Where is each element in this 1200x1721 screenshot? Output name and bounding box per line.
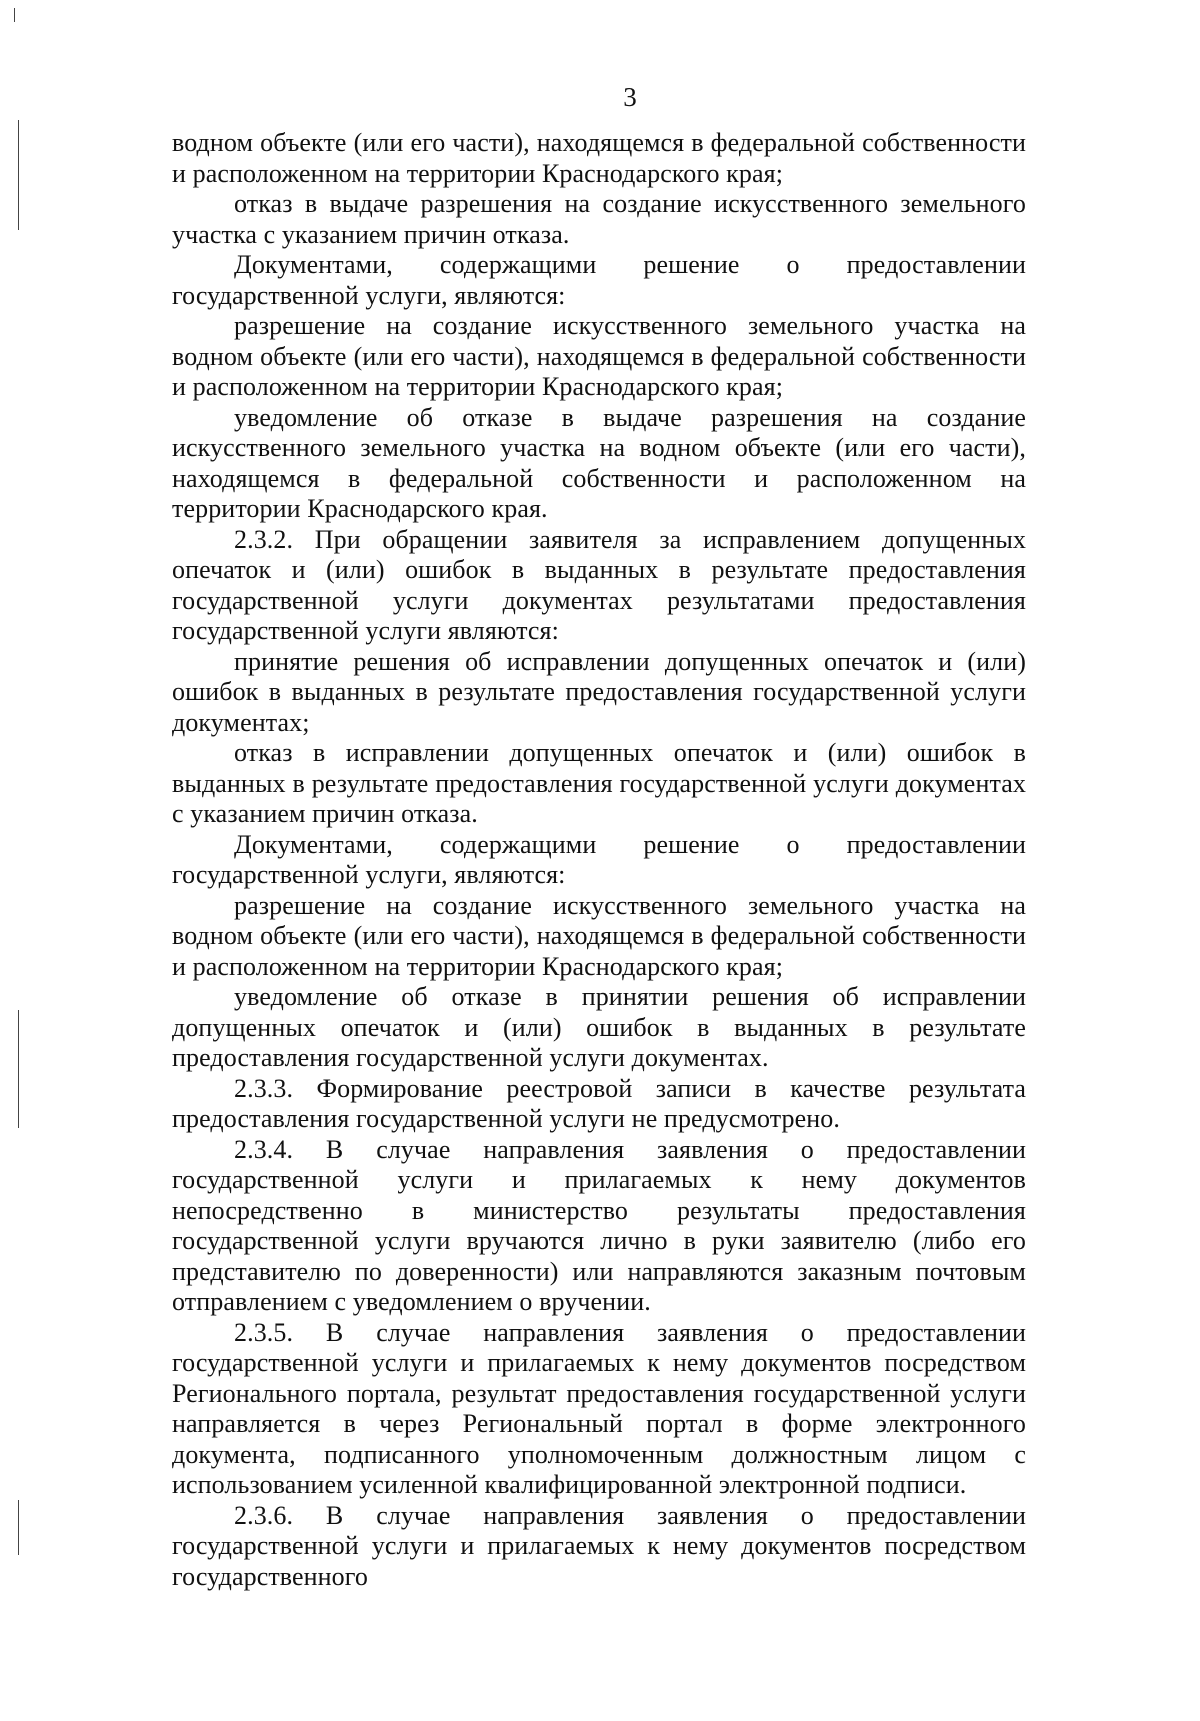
paragraph: 2.3.3. Формирование реестровой записи в качестве результата предоставления государственной услуги не предусмотрено. [172,1073,1026,1133]
paragraph: разрешение на создание искусственного земельного участка на водном объекте (или его части), находящемся в федеральной собственности и расположенном на территории Краснодарского края; [172,890,1026,981]
scan-margin-mark [18,1010,19,1128]
paragraph: отказ в исправлении допущенных опечаток и (или) ошибок в выданных в результате предоставления государственной услуги документах с указанием причин отказа. [172,738,1026,828]
scan-margin-mark [18,120,19,230]
scan-margin-mark [18,1500,19,1555]
paragraph: отказ в выдаче разрешения на создание искусственного земельного участка с указанием причин отказа. [172,189,1026,249]
document-body [172,128,1026,1592]
paragraph: Документами, содержащими решение о предоставлении государственной услуги, являются: [172,829,1026,889]
paragraph: принятие решения об исправлении допущенных опечаток и (или) ошибок в выданных в результате предоставления государственной услуги документах; [172,646,1026,737]
paragraph: 2.3.4. В случае направления заявления о предоставлении государственной услуги и прилагаемых к нему документов непосредственно в министерство результаты предоставления государственной услуги вручаются лично в руки заявителю (либо его представителю по доверенности) или направляются заказным почтовым отправлением с уведомлением о вручении. [172,1134,1026,1316]
paragraph: 2.3.6. В случае направления заявления о предоставлении государственной услуги и прилагаемых к нему документов посредством государственного [172,1500,1026,1591]
paragraph: Документами, содержащими решение о предоставлении государственной услуги, являются: [172,250,1026,310]
paragraph: 2.3.5. В случае направления заявления о предоставлении государственной услуги и прилагаемых к нему документов посредством Регионального портала, результат предоставления государственной услуги направляется в через Региональный портал в форме электронного документа, подписанного уполномоченным должностным лицом с использованием усиленной квалифицированной электронной подписи. [172,1317,1026,1499]
paragraph: 2.3.2. При обращении заявителя за исправлением допущенных опечаток и (или) ошибок в выданных в результате предоставления государственной услуги документах результатами предоставления государственной услуги являются: [172,524,1026,645]
paragraph: уведомление об отказе в выдаче разрешения на создание искусственного земельного участка на водном объекте (или его части), находящемся в федеральной собственности и расположенном на территории Краснодарского края. [172,402,1026,523]
paragraph: уведомление об отказе в принятии решения об исправлении допущенных опечаток и (или) ошибок в выданных в результате предоставления государственной услуги документах. [172,982,1026,1072]
scan-margin-mark [14,8,15,22]
paragraph: водном объекте (или его части), находящемся в федеральной собственности и расположенном на территории Краснодарского края; [172,128,1026,188]
paragraph: разрешение на создание искусственного земельного участка на водном объекте (или его части), находящемся в федеральной собственности и расположенном на территории Краснодарского края; [172,311,1026,401]
page-number: 3 [623,82,637,112]
